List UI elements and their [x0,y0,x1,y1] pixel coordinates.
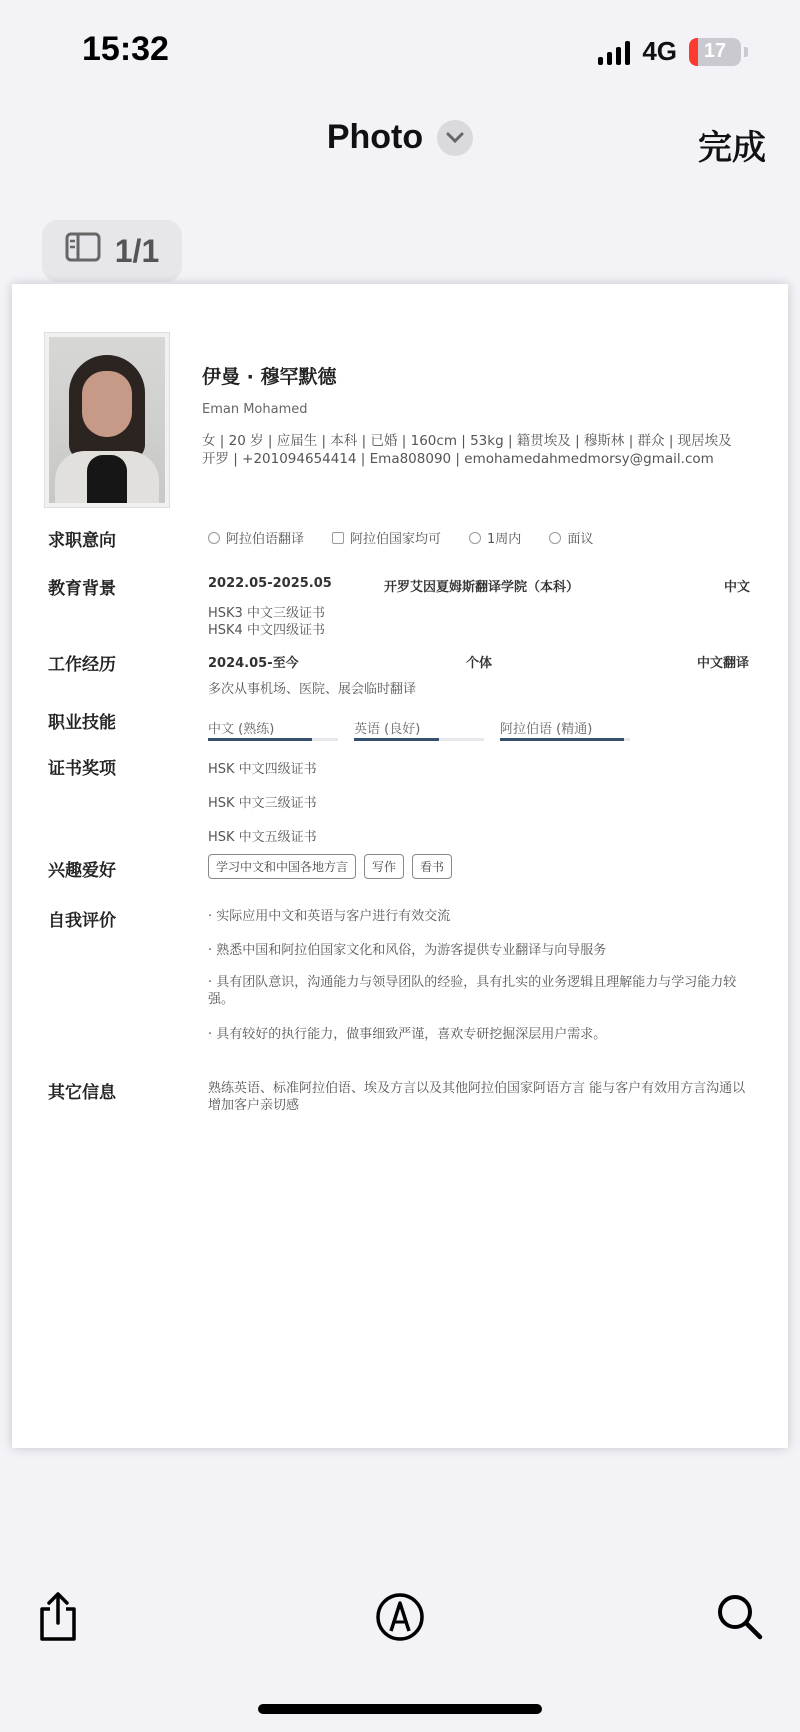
hobby-tag: 写作 [364,854,404,879]
status-time: 15:32 [82,30,169,68]
self-eval-4: · 具有较好的执行能力，做事细致严谨，喜欢专研挖掘深层用户需求。 [208,1027,607,1042]
markup-icon[interactable] [374,1588,426,1646]
network-type: 4G [642,36,677,66]
page-indicator-button[interactable] [42,220,182,282]
signal-icon [598,39,630,65]
nav-title: Photo [326,118,424,156]
intent-position: 阿拉伯语翻译 [226,532,305,547]
section-certs-label: 证书奖项 [48,759,116,779]
self-eval-3: · 具有团队意识，沟通能力与领导团队的经验，具有扎实的业务逻辑且理解能力与学习能力较强。 [208,975,737,1007]
hobby-tags [208,854,460,879]
intent-salary: 面议 [567,532,594,547]
work-period: 2024.05-至今 [208,656,299,671]
home-indicator[interactable] [258,1704,542,1714]
work-desc: 多次从事机场、医院、展会临时翻译 [208,682,417,697]
chevron-down-icon[interactable] [437,120,473,156]
building-icon [332,532,344,544]
section-work-label: 工作经历 [48,655,116,675]
status-indicators [598,36,748,67]
share-icon[interactable] [32,1588,84,1646]
sidebar-icon [65,232,101,270]
cert-1: HSK 中文四级证书 [208,762,317,777]
other-info: 熟练英语、标准阿拉伯语、埃及方言以及其他阿拉伯国家阿语方言 能与客户有效用方言沟通以增加客户亲切感 [208,1081,746,1113]
hobby-tag: 看书 [412,854,452,879]
search-icon[interactable] [714,1588,766,1646]
self-eval-1: · 实际应用中文和英语与客户进行有效交流 [208,909,451,924]
section-other-label: 其它信息 [48,1083,116,1103]
skill-bar-2 [354,738,484,741]
profile-photo [44,332,170,508]
intent-row [208,528,621,547]
battery-icon [689,38,741,66]
skill-name-1: 中文 (熟练) [208,722,275,737]
nav-title-menu[interactable] [0,118,800,157]
battery-level: 17 [703,40,727,62]
self-eval-2: · 熟悉中国和阿拉伯国家文化和风俗，为游客提供专业翻译与向导服务 [208,943,607,958]
education-cert-2: HSK4 中文四级证书 [208,623,325,638]
resume-name: 伊曼 · 穆罕默德 [202,366,337,388]
salary-icon [549,532,561,544]
skill-bar-1 [208,738,338,741]
section-hobbies-label: 兴趣爱好 [48,861,116,881]
work-role: 中文翻译 [697,656,750,671]
done-button[interactable]: 完成 [698,128,766,168]
intent-availability: 1周内 [487,532,522,547]
section-self-eval-label: 自我评价 [48,911,116,931]
cert-3: HSK 中文五级证书 [208,830,317,845]
education-cert-1: HSK3 中文三级证书 [208,606,325,621]
cert-2: HSK 中文三级证书 [208,796,317,811]
section-intent-label: 求职意向 [48,531,116,551]
education-major: 中文 [724,580,751,595]
education-school: 开罗艾因夏姆斯翻译学院（本科） [384,580,580,595]
section-skills-label: 职业技能 [48,713,116,733]
education-period: 2022.05-2025.05 [208,576,332,591]
resume-info-line: 女 | 20 岁 | 应届生 | 本科 | 已婚 | 160cm | 53kg | 籍贯埃及 | 穆斯林 | 群众 | 现居埃及开罗 | +201094654414 | Ema808090 | emohamedahmedmorsy@gmail.com [202,433,732,467]
skill-name-2: 英语 (良好) [354,722,421,737]
hobby-tag: 学习中文和中国各地方言 [208,854,356,879]
work-company: 个体 [466,656,493,671]
intent-city: 阿拉伯国家均可 [350,532,442,547]
skill-bar-3 [500,738,630,741]
skill-name-3: 阿拉伯语 (精通) [500,722,593,737]
page-count: 1/1 [114,232,160,269]
person-icon [208,532,220,544]
resume-document[interactable] [12,284,788,1448]
resume-english-name: Eman Mohamed [202,402,308,417]
location-icon [469,532,481,544]
section-education-label: 教育背景 [48,579,116,599]
